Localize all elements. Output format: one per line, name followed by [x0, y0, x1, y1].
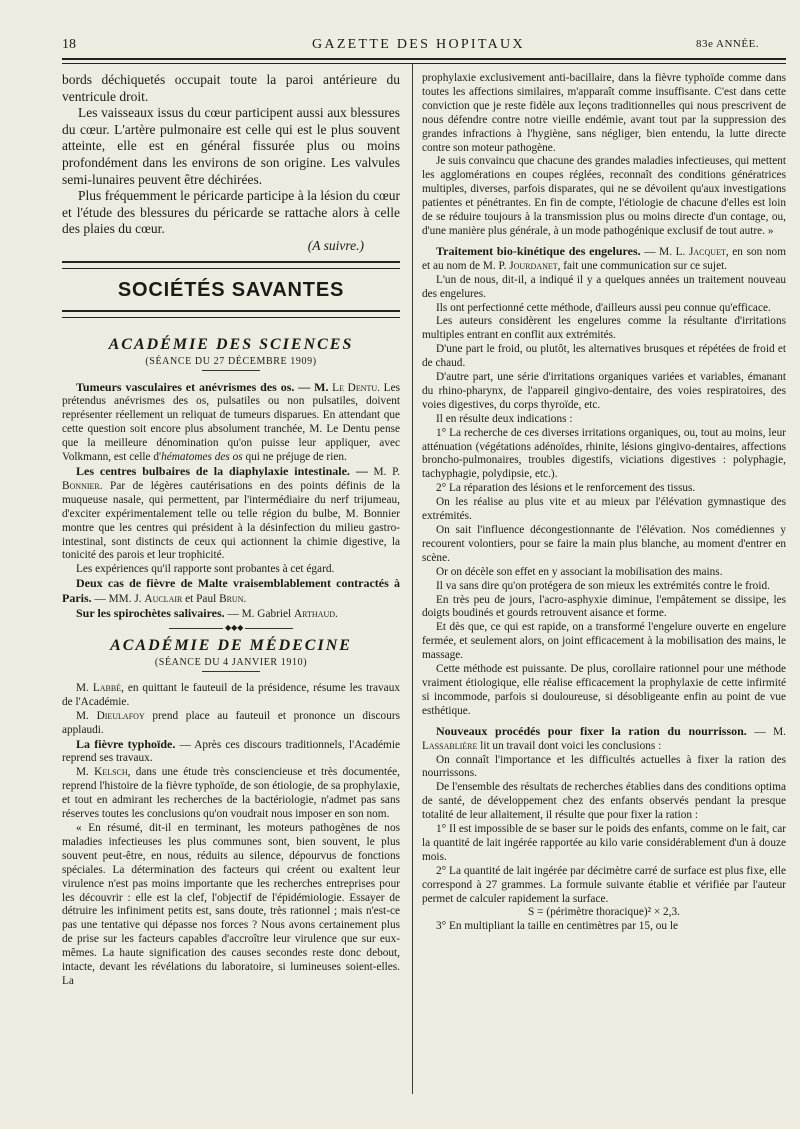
page-number: 18 — [62, 37, 76, 52]
paragraph: Traitement bio-kinétique des engelures. — M. L. Jacquet, en son nom et au nom de M. P. Jourdanet, fait une communication sur ce sujet. — [422, 243, 786, 272]
to-be-continued: (A suivre.) — [307, 237, 364, 253]
paragraph: En très peu de jours, l'acro-asphyxie diminue, l'empâtement se dissipe, les doigts boudinés et gourds retrouvent aisance et forme. — [422, 593, 786, 620]
section-title: SOCIÉTÉS SAVANTES — [117, 278, 345, 301]
academie-medecine-body — [62, 682, 400, 989]
paragraph: On les réalise au plus vite et au mieux par l'élévation gymnastique des extrémités. — [422, 496, 786, 523]
paragraph: Plus fréquemment le péricarde participe à la lésion du cœur et l'étude des blessures du péricarde se rattache alors à celle des plaies du cœur. — [62, 188, 400, 237]
paragraph: Les auteurs considèrent les engelures comme la résultante d'irritations multiples entrant en conflit aux extrémités. — [422, 315, 786, 342]
paragraph: On sait l'influence décongestionnante de l'élévation. Nos comédiennes y recourent volontiers, pour se faire la main plus blanche, au moment d'entrer en scène. — [422, 524, 786, 564]
paragraph: Ils ont perfectionné cette méthode, d'ailleurs aussi peu connue qu'efficace. — [436, 301, 771, 314]
paragraph: 3° En multipliant la taille en centimètres par 15, ou le — [436, 920, 678, 933]
academie-sciences-body — [62, 381, 400, 622]
right-column-body — [422, 72, 786, 934]
journal-title: GAZETTE DES HOPITAUX — [312, 37, 525, 52]
paragraph: 1° Il est impossible de se baser sur le poids des enfants, comme on le fait, car la quantité de lait ingérée rapportée au kilo varie considérablement d'un à douze mois. — [422, 823, 786, 863]
paragraph: M. Dieulafoy prend place au fauteuil et prononce un discours applaudi. — [62, 709, 400, 736]
column-divider — [412, 64, 413, 1094]
paragraph: Cette méthode est puissante. De plus, corollaire rationnel pour une méthode vraiment étiologique, elle réalise efficacement la prophylaxie de cette infirmité si incommode, parfois si douloureuse, si désobligeante enfin au point de vue esthétique. — [422, 663, 786, 717]
paragraph: Il va sans dire qu'on protégera de son mieux les extrémités contre le froid. — [436, 579, 770, 592]
paragraph: L'un de nous, dit-il, a indiqué il y a quelques années un traitement nouveau des engelures. — [422, 273, 786, 300]
short-rule — [202, 671, 260, 672]
formula: S = (périmètre thoracique)² × 2,3. — [528, 906, 680, 919]
paragraph: Et dès que, ce qui est rapide, on a transformé l'engelure ouverte en engelure fermée, et seulement alors, on joint efficacement à la mobilisation des mains, le massage. — [422, 621, 786, 662]
paragraph: 1° La recherche de ces diverses irritations organiques, ou, tout au moins, leur atténuation (végétations adénoïdes, rhinite, lésions gingivo-dentaires, affections broncho-pulmonaires, troubles digestifs, viciations digestives : polyphagie, tachyphagie, polydipsie, etc.). — [422, 426, 786, 481]
section-rule — [62, 261, 400, 269]
header-rule — [62, 58, 786, 60]
paragraph: M. Kelsch, dans une étude très consciencieuse et très documentée, reprend l'histoire de la fièvre typhoïde, de son étiologie, de sa prophylaxie, et tout en admirant les recherches de la bactériologie, n'admet pas sans réserves toutes les conclusions qu'on voudrait nous imposer en son nom. — [62, 766, 400, 821]
paragraph: prophylaxie exclusivement anti-bacillaire, dans la fièvre typhoïde comme dans toutes les affections similaires, m'apparaît comme insuffisante. C'est dans cette conviction que je reste fidèle aux leçons traditionnelles qui nous prescrivent de nous défendre contre notre vieille endémie, avant tout par la suppression des grandes infractions à l'hygiène, sans négliger, bien entendu, la lutte directe contre son moteur pathogène. — [422, 72, 786, 154]
header-rule-thin — [62, 63, 786, 64]
paragraph: Les expériences qu'il rapporte sont probantes à cet égard. — [76, 563, 335, 576]
article-continuation — [62, 72, 400, 255]
seance-date: (SÉANCE DU 27 DÉCEMBRE 1909) — [145, 355, 317, 367]
paragraph: Sur les spirochètes salivaires. — M. Gabriel Arthaud. — [76, 606, 338, 621]
paragraph: Nouveaux procédés pour fixer la ration du nourrisson. — M. Lassablière lit un travail dont voici les conclusions : — [422, 723, 786, 752]
left-column — [62, 72, 400, 989]
paragraph: 2° La réparation des lésions et le renforcement des tissus. — [436, 482, 696, 495]
academie-medecine-title: ACADÉMIE DE MÉDECINE — [110, 636, 352, 654]
paragraph: Les centres bulbaires de la diaphylaxie intestinale. — M. P. Bonnier. Par de légères cautérisations en des points définis de la muqueuse nasale, qui permettent, par l'intermédiaire du nerf trijumeau, d'exciter expérimentalement telle ou telle région du bulbe, M. Bonnier montre que les centres qui président à la désinfection du milieu gastro-intestinal, sont distincts de ceux qui actionnent la chimie digestive, la tonicité des parois et leur trophicité. — [62, 463, 401, 562]
paragraph: Il en résulte deux indications : — [436, 412, 573, 425]
paragraph: D'une part le froid, ou plutôt, les alternatives brusques et répétées de froid et de chaud. — [422, 343, 786, 370]
paragraph: De l'ensemble des résultats de recherches établies dans des conditions optima de santé, de développement chez des enfants observés pendant la presque totalité de leur allaitement, il résulte que pour fixer la ration : — [422, 781, 786, 822]
seance-date: (SÉANCE DU 4 JANVIER 1910) — [154, 656, 308, 668]
short-rule — [202, 370, 260, 371]
paragraph: Je suis convaincu que chacune des grandes maladies infectieuses, qui mettent les agglomérations en coupes réglées, reconnaît des conditions génératrices multiples, diverses, parfois disparates, qui ne se dévoilent qu'aux investigations patientes et pénétrantes. En fin de compte, l'étiologie de chacune d'elles est loin de se réduire toujours à la transmission plus ou moins directe d'un contage, ou, d'une manière plus générale, à un mode pathogénique exclusif de tout autre. » — [422, 155, 786, 237]
paragraph: Or on décèle son effet en y associant la mobilisation des mains. — [436, 565, 723, 578]
fleuron-divider: ◆◆◆ — [169, 628, 293, 629]
journal-year: 83e ANNÉE. — [696, 38, 760, 50]
paragraph: 2° La quantité de lait ingérée par décimètre carré de surface est plus fixe, elle correspond à 27 grammes. La formule suivante établie et vérifiée par l'auteur permet de calculer rapidement la surface. — [422, 864, 786, 905]
section-rule — [62, 310, 400, 318]
paragraph: Deux cas de fièvre de Malte vraisemblablement contractés à Paris. — MM. J. Auclair et Paul Brun. — [62, 576, 400, 606]
paragraph: La fièvre typhoïde. — Après ces discours traditionnels, l'Académie reprend ses travaux. — [62, 736, 400, 765]
paragraph: On connaît l'importance et les difficultés actuelles à fixer la ration des nourrissons. — [422, 753, 786, 780]
paragraph: « En résumé, dit-il en terminant, les moteurs pathogènes de nos maladies infectieuses les plus communes sont, bien souvent, le plus souvent peut-être, en nous, réduits au silence, dépourvus de fonctions spéciales. La détermination des facteurs qui créent ou exaltent leur virulence n'est pas moins importante que les recherches entreprises pour les découvrir : elle est la clef, l'objectif de l'épidémiologie. Essayer de détruire les infiniment petits est, sans doute, très rationnel ; mais n'est-ce pas une tentative qui dépasse nos forces ? Nous avons certainement plus de prise sur les facteurs capables d'accroître leur virulence que sur eux-mêmes. La haute signification des causes secondes reste donc debout, intacte, devant les révélations du laboratoire, si lumineuses soient-elles. La — [62, 822, 400, 987]
paragraph: Les vaisseaux issus du cœur participent aussi aux blessures du cœur. L'artère pulmonaire est celle qui est le plus souvent atteinte, elle est en général fissurée plus ou moins profondément dans les environs de son origine. Les valvules semi-lunaires peuvent être déchirées. — [62, 105, 400, 187]
paragraph: M. Labbé, en quittant le fauteuil de la présidence, résume les travaux de l'Académie. — [62, 681, 400, 708]
right-column — [422, 72, 786, 934]
paragraph: bords déchiquetés occupait toute la paroi antérieure du ventricule droit. — [62, 72, 400, 104]
paragraph: D'autre part, une série d'irritations organiques variées et variables, émanant du rhino-pharynx, de l'appareil gingivo-dentaire, des voies respiratoires, des voies digestives, du corps thyroïde, etc. — [422, 371, 786, 411]
academie-sciences-title: ACADÉMIE DES SCIENCES — [108, 335, 354, 353]
paragraph: Tumeurs vasculaires et anévrismes des os. — M. Le Dentu. Les prétendus anévrismes des os, pulsatiles ou non pulsatiles, doivent représenter réellement un reliquat de tumeurs disparues. En attendant que cette question soit encore plus absolument tranchée, M. Le Dentu pense que la meilleure dénomination qu'on puisse leur appliquer, avec Volkmann, est celle d'hématomes des os qui ne préjuge de rien. — [62, 379, 400, 464]
